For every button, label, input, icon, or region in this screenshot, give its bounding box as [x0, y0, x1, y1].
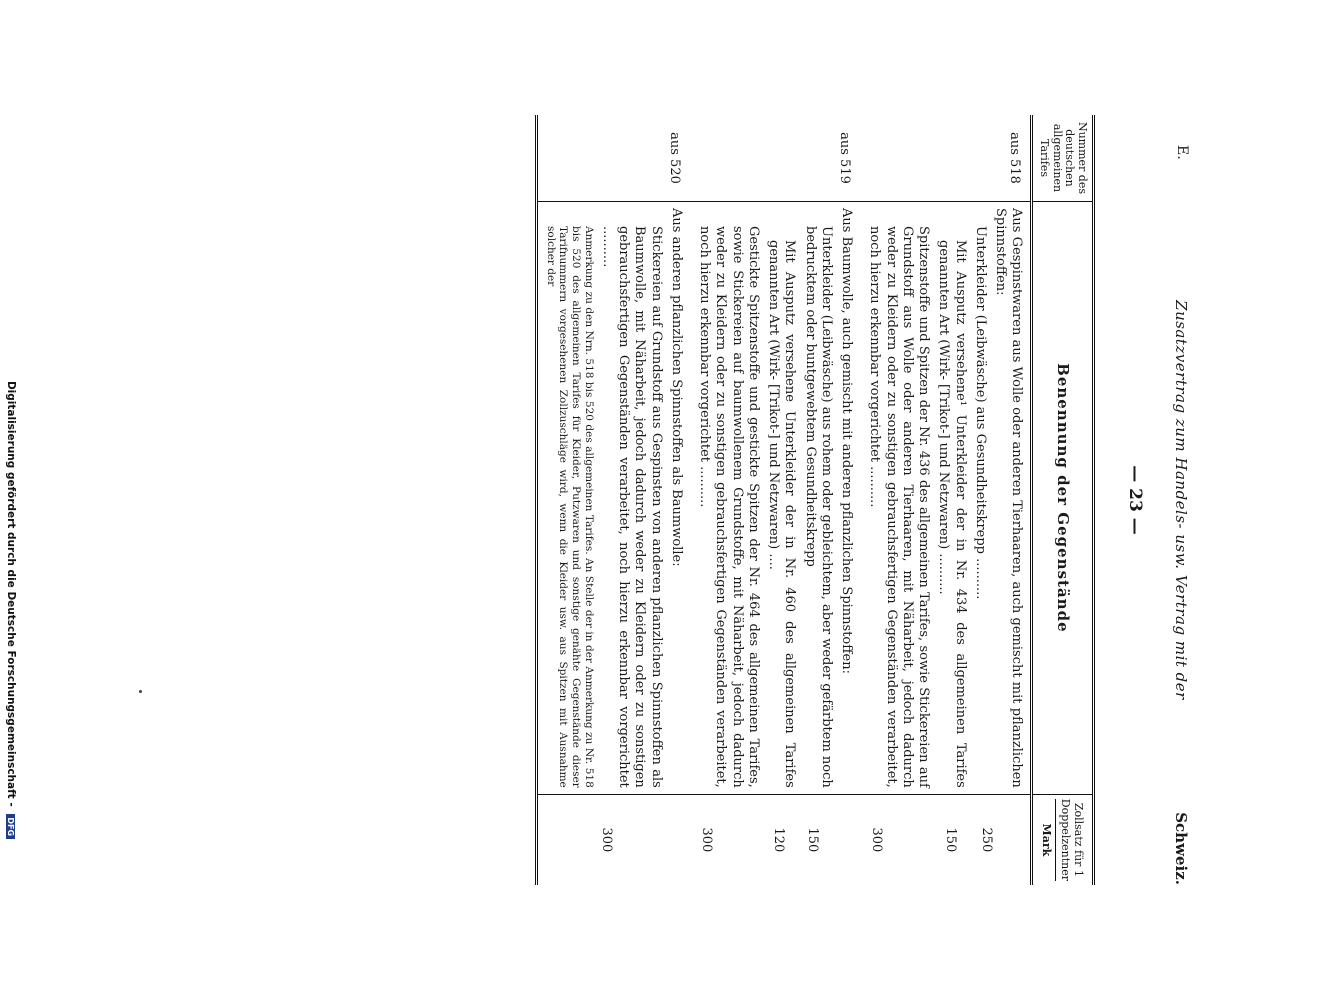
description-line: Aus Gespinstwaren aus Wolle oder anderen Tierhaaren, auch gemischt mit pflanzlichen Spinnstoffen: — [993, 208, 1025, 788]
rate-cell — [860, 794, 1032, 885]
annotation-note: Anmerkung zu den Nrn. 518 bis 520 des allgemeinen Tarifes. An Stelle der in der Anmerkung zu Nr. 518 bis 520 des allgemeinen Tarifes für Kleider, Putzwaren und sonstige genähte Gegenstände dieser Tarifnummern vorgesehenen Zollzuschläge wird, wenn die Kleider usw. aus Spitzen mit Ausnahme solcher der — [544, 226, 595, 788]
description-line: Spitzenstoffe und Spitzen der Nr. 436 des allgemeinen Tarifes, sowie Stickereien auf Grundstoff aus Wolle oder anderen Tierhaaren, mit Näharbeit, jedoch dadurch weder zu Kleidern oder zu sonstigen gebrauchsfertigen Gegenständen verarbeitet, noch hierzu erkennbar vorgerichtet .......... — [867, 226, 932, 788]
digitization-text: Digitalisierung gefördert durch die Deutsche Forschungsgemeinschaft - — [5, 380, 17, 807]
description-line: Aus anderen pflanzlichen Spinnstoffen als Baumwolle: — [668, 208, 684, 567]
rate-value: 150 — [943, 827, 959, 853]
description-line: Gestickte Spitzenstoffe und gestickte Spitzen der Nr. 464 des allgemeinen Tarifes, sowie Stickereien auf baumwollenem Grundstoffe, mit Näharbeit, jedoch dadurch weder zu Kleidern oder zu sonstigen gebrauchsfertigen Gegenständen verarbeitet, noch hierzu erkennbar vorgerichtet .......... — [697, 226, 761, 788]
description-line: Aus Baumwolle, auch gemischt mit anderen pflanzlichen Spinnstoffen: — [839, 208, 855, 674]
description-line: Stickereien auf Grundstoff aus Gespinsten von anderen pflanzlichen Spinnstoffen als Baumwolle, mit Näharbeit, jedoch dadurch weder zu Kleidern oder zu sonstigen gebrauchsfertigen Gegenständen verarbeitet, noch hierzu erkennbar vorgerichtet .......... — [599, 226, 664, 788]
rate-value: 120 — [770, 827, 786, 853]
rate-value: 300 — [598, 827, 614, 853]
header-title: Zusatzvertrag zum Handels- usw. Vertrag mit der — [1172, 300, 1190, 700]
page-number: — 23 — — [1125, 465, 1145, 535]
dfg-logo: DFG — [6, 814, 15, 839]
tariff-number: aus 520 — [537, 115, 690, 202]
col-header-rate — [1032, 794, 1094, 885]
table-row — [690, 115, 860, 885]
rate-value: 150 — [805, 827, 821, 853]
rate-value: 250 — [979, 827, 995, 853]
description-line: Unterkleider (Leibwäsche) aus Gesundheitskrepp .......... — [972, 226, 988, 600]
col-header-rate-label: Zollsatz für 1 Doppelzentner — [1059, 798, 1086, 881]
header-country: Schweiz. — [1172, 812, 1190, 885]
description-cell — [690, 202, 860, 795]
rate-value: 300 — [698, 827, 714, 853]
tariff-number: aus 519 — [690, 115, 860, 202]
description-cell — [537, 202, 690, 795]
running-header — [1160, 115, 1190, 885]
digitization-note — [0, 0, 22, 1000]
table-row — [537, 115, 690, 885]
description-line: Mit Ausputz versehene Unterkleider der in Nr. 460 des allgemeinen Tarifes genannten Art (Wirk- [Trikot-] und Netzwaren) .... — [766, 240, 798, 788]
tariff-table — [535, 115, 1095, 885]
table-row — [860, 115, 1032, 885]
rate-value: 300 — [868, 827, 884, 853]
col-header-number: Nummer des deutschen allgemeinen Tarifes — [1032, 115, 1094, 202]
description-cell — [860, 202, 1032, 795]
rate-cell — [537, 794, 690, 885]
scanned-page — [200, 115, 1210, 885]
section-label: E. — [1174, 145, 1190, 160]
tariff-number: aus 518 — [860, 115, 1032, 202]
description-line: Unterkleider (Leibwäsche) aus rohem oder gebleichtem, aber weder gefärbtem noch bedrucktem oder buntgewebtem Gesundheitskrepp — [802, 226, 834, 788]
col-header-description: Benennung der Gegenstände — [1032, 202, 1094, 795]
scan-speck — [139, 690, 142, 693]
rate-cell — [690, 794, 860, 885]
col-header-rate-unit: Mark — [1040, 799, 1056, 881]
description-line: Mit Ausputz versehene¹ Unterkleider der in Nr. 434 des allgemeinen Tarifes genannten Art (Wirk- [Trikot-] und Netzwaren) .......... — [936, 240, 968, 788]
